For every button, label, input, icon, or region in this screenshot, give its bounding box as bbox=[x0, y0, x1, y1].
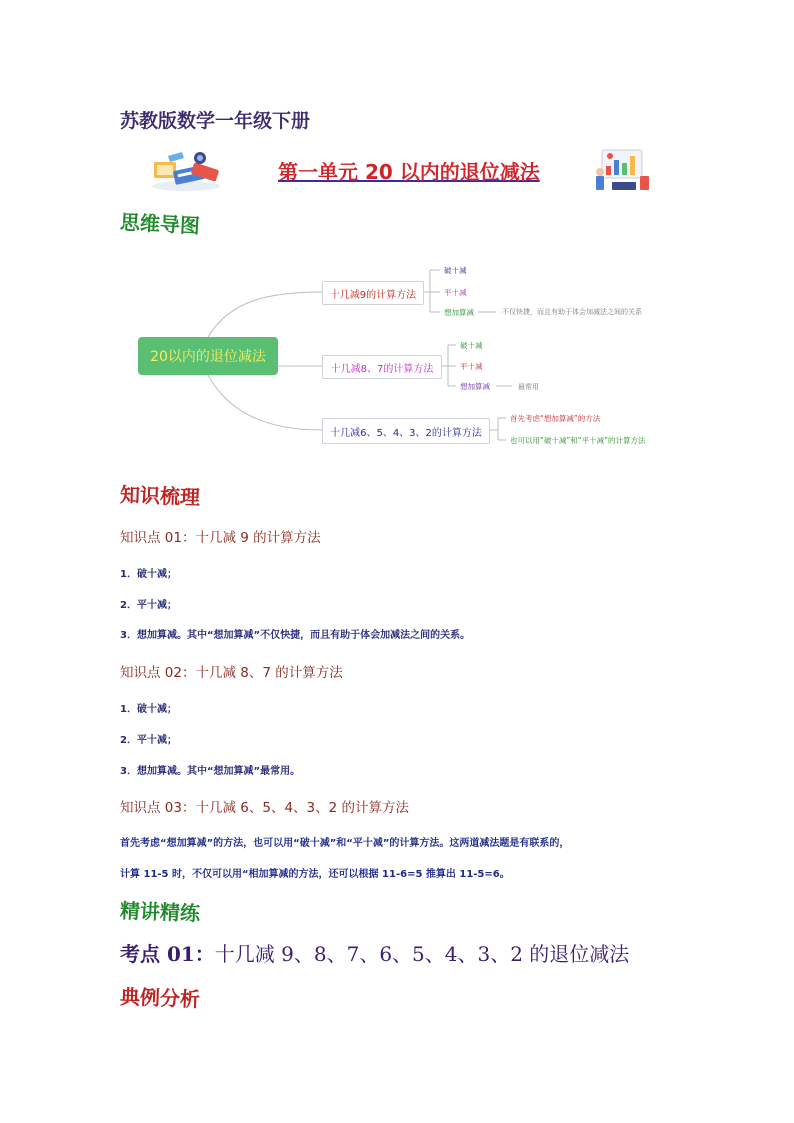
mindmap-leaf-note: 不仅快捷，而且有助于体会加减法之间的关系 bbox=[502, 308, 642, 316]
section-mindmap-heading: 思维导图 bbox=[119, 209, 201, 239]
mindmap-connectors bbox=[0, 0, 794, 480]
knowledge-point-item: 2．平十减； bbox=[120, 735, 177, 746]
section-example-heading: 典例分析 bbox=[119, 984, 201, 1012]
knowledge-point-item: 3．想加算减。其中“想加算减”最常用。 bbox=[120, 766, 301, 777]
section-knowledge-heading: 知识梳理 bbox=[119, 482, 201, 510]
knowledge-point-title: 知识点 03：十几减 6、5、4、3、2 的计算方法 bbox=[120, 800, 409, 816]
knowledge-point-paragraph-line: 计算 11-5 时，不仅可以用“相加算减的方法，还可以根据 11-6=5 推算出 11-5=6。 bbox=[120, 869, 510, 880]
mindmap-leaf: 想加算减 bbox=[460, 382, 490, 391]
mindmap-root-node: 20以内的退位减法 bbox=[138, 337, 278, 375]
mindmap-leaf-note: 最常用 bbox=[518, 383, 539, 391]
exam-point-title bbox=[120, 938, 629, 967]
knowledge-point-item: 3．想加算减。其中“想加算减”不仅快捷，而且有助于体会加减法之间的关系。 bbox=[120, 630, 471, 641]
exam-point-prefix: 考点 01： bbox=[120, 942, 215, 966]
knowledge-point-item: 1．破十减； bbox=[120, 704, 177, 715]
mindmap-branch-minus-8-7: 十几减8、7的计算方法 bbox=[322, 355, 442, 379]
mindmap-leaf: 也可以用“破十减”和“平十减”的计算方法 bbox=[510, 436, 646, 445]
knowledge-point-item: 1．破十减； bbox=[120, 569, 177, 580]
section-lecture-heading: 精讲精练 bbox=[119, 898, 201, 926]
mindmap-leaf: 平十减 bbox=[460, 362, 483, 371]
knowledge-point-paragraph-line: 首先考虑“想加算减”的方法，也可以用“破十减”和“平十减”的计算方法。这两道减法题是有联系的， bbox=[120, 838, 570, 849]
mindmap-leaf: 破十减 bbox=[444, 266, 467, 275]
knowledge-point-title: 知识点 02：十几减 8、7 的计算方法 bbox=[120, 665, 343, 681]
mindmap-leaf: 首先考虑“想加算减”的方法 bbox=[510, 414, 601, 423]
mindmap-leaf: 破十减 bbox=[460, 341, 483, 350]
exam-point-text: 十几减 9、8、7、6、5、4、3、2 的退位减法 bbox=[214, 942, 630, 966]
mindmap-leaf: 平十减 bbox=[444, 288, 467, 297]
mindmap-leaf: 想加算减 bbox=[444, 308, 474, 317]
knowledge-point-title: 知识点 01：十几减 9 的计算方法 bbox=[120, 530, 321, 546]
mindmap-branch-minus-6-to-2: 十几减6、5、4、3、2的计算方法 bbox=[322, 418, 490, 444]
mindmap-branch-minus-9: 十几减9的计算方法 bbox=[322, 281, 424, 305]
book-title: 苏教版数学一年级下册 bbox=[120, 110, 311, 132]
unit-title: 第一单元 20 以内的退位减法 bbox=[278, 160, 540, 184]
knowledge-point-item: 2．平十减； bbox=[120, 600, 177, 611]
